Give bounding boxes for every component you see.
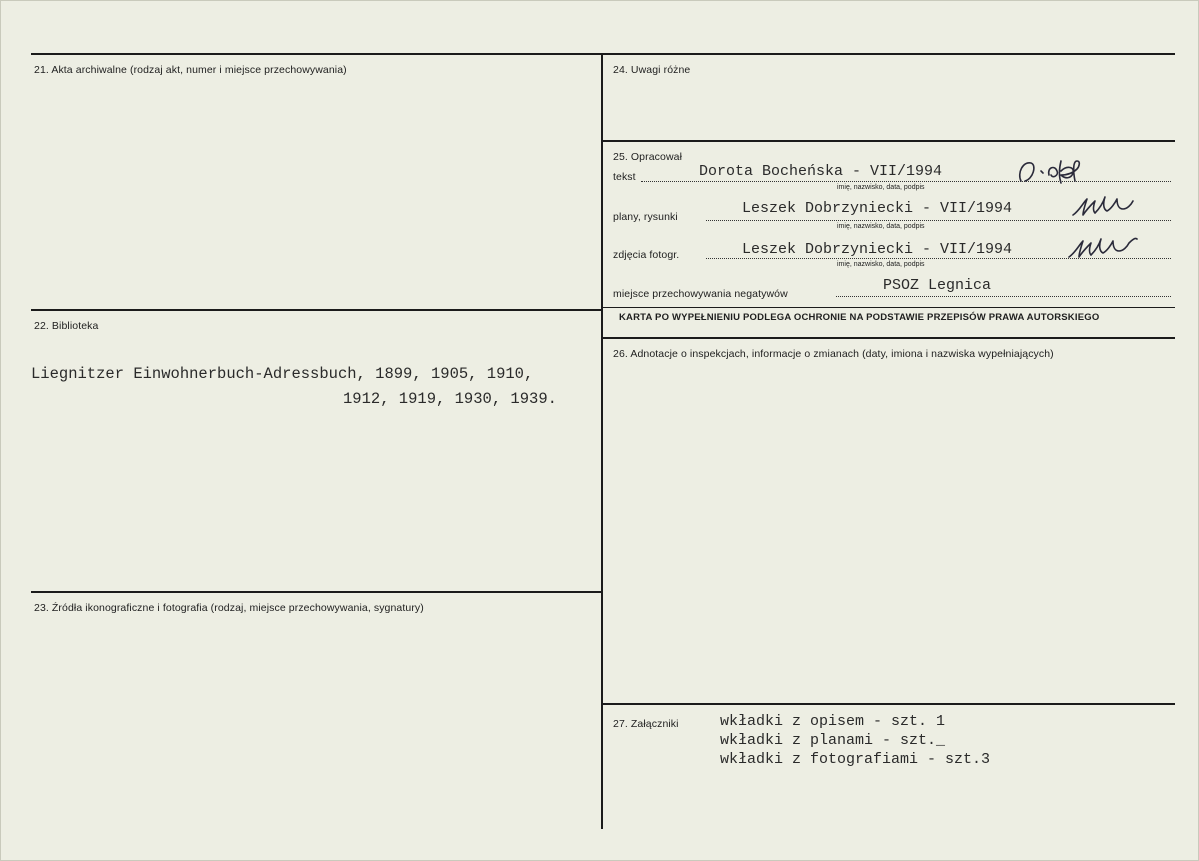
section-23-label: 23. Źródła ikonograficzne i fotografia (rodzaj, miejsce przechowywania, sygnatury) <box>34 602 424 614</box>
plans-signature-icon <box>1069 193 1139 221</box>
plany-label: plany, rysunki <box>613 211 678 223</box>
section-26-label: 26. Adnotacje o inspekcjach, informacje o zmianach (daty, imiona i nazwiska wypełniających) <box>613 348 1054 360</box>
tekst-label: tekst <box>613 171 636 183</box>
section-21-label: 21. Akta archiwalne (rodzaj akt, numer i miejsce przechowywania) <box>34 64 347 76</box>
zdjecia-value: Leszek Dobrzyniecki - VII/1994 <box>742 241 1013 258</box>
rule-right-27 <box>602 703 1175 705</box>
rule-right-25 <box>602 140 1175 142</box>
attachment-item-2: wkładki z planami - szt._ <box>720 732 946 749</box>
top-rule <box>31 53 1175 55</box>
photos-signature-icon <box>1065 233 1145 261</box>
negatives-dotted-line <box>836 296 1171 297</box>
plany-caption: imię, nazwisko, data, podpis <box>837 223 925 230</box>
rule-right-notice <box>602 307 1175 308</box>
rule-right-26 <box>602 337 1175 339</box>
section-24-label: 24. Uwagi różne <box>613 64 691 76</box>
author-signature-icon <box>1011 153 1111 189</box>
zdjecia-label: zdjęcia fotogr. <box>613 249 680 261</box>
rule-left-23 <box>31 591 602 593</box>
negatives-label: miejsce przechowywania negatywów <box>613 288 788 300</box>
tekst-value: Dorota Bocheńska - VII/1994 <box>699 163 943 180</box>
zdjecia-caption: imię, nazwisko, data, podpis <box>837 261 925 268</box>
section-25-label: 25. Opracował <box>613 151 683 163</box>
copyright-notice: KARTA PO WYPEŁNIENIU PODLEGA OCHRONIE NA PODSTAWIE PRZEPISÓW PRAWA AUTORSKIEGO <box>619 312 1100 323</box>
library-entry-line-1: Liegnitzer Einwohnerbuch-Adressbuch, 1899, 1905, 1910, <box>31 365 534 383</box>
attachment-item-3: wkładki z fotografiami - szt.3 <box>720 751 991 768</box>
attachment-item-1: wkładki z opisem - szt. 1 <box>720 713 946 730</box>
negatives-value: PSOZ Legnica <box>883 277 992 294</box>
vertical-divider <box>601 53 603 829</box>
rule-left-22 <box>31 309 602 311</box>
section-27-label: 27. Załączniki <box>613 718 679 730</box>
library-entry-line-2: 1912, 1919, 1930, 1939. <box>343 390 557 408</box>
section-22-label: 22. Biblioteka <box>34 320 99 332</box>
tekst-caption: imię, nazwisko, data, podpis <box>837 184 925 191</box>
plany-value: Leszek Dobrzyniecki - VII/1994 <box>742 200 1013 217</box>
